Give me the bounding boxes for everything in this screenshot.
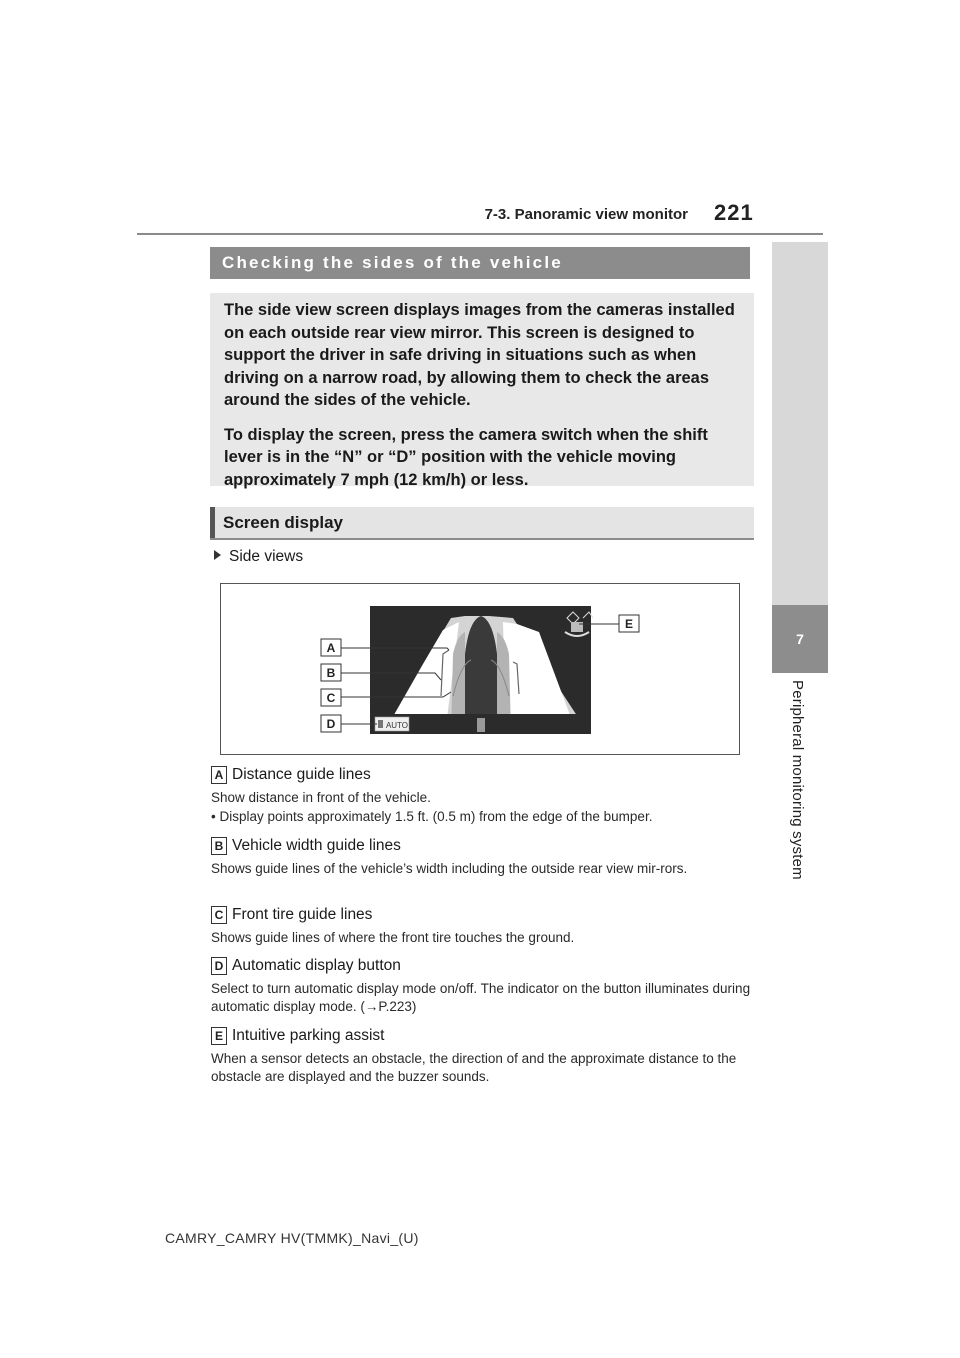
auto-button-label: AUTO	[385, 721, 409, 730]
side-view-illustration	[221, 584, 739, 754]
callout-d	[321, 715, 341, 732]
callout-a-label: A	[326, 641, 336, 655]
side-tab-background	[772, 242, 828, 605]
item-c-desc: Shows guide lines of where the front tire touches the ground.	[211, 930, 575, 945]
callout-e	[619, 615, 639, 632]
item-e-title: Intuitive parking assist	[232, 1027, 385, 1044]
callout-d-label: D	[326, 717, 336, 731]
chapter-number-tab: 7	[772, 605, 828, 673]
screen-display-figure	[220, 583, 740, 755]
subsection-accent	[210, 507, 215, 538]
item-c-badge: C	[211, 906, 227, 924]
callout-c-label: C	[326, 691, 336, 705]
item-a-badge: A	[211, 766, 227, 784]
document-footer: CAMRY_CAMRY HV(TMMK)_Navi_(U)	[165, 1230, 419, 1246]
intro-box	[210, 293, 754, 489]
item-d-title: Automatic display button	[232, 957, 401, 974]
callout-e-label: E	[624, 617, 634, 631]
item-d-desc: Select to turn automatic display mode on/off. The indicator on the button illuminates during automatic display mode. (→P.223)	[211, 981, 751, 1014]
section-title-bar	[210, 247, 750, 279]
camera-screen	[370, 606, 593, 734]
item-a-desc-1: Show distance in front of the vehicle.	[211, 790, 431, 805]
item-b-title: Vehicle width guide lines	[232, 837, 401, 854]
item-a-desc-2: • Display points approximately 1.5 ft. (0.5 m) from the edge of the bumper.	[211, 809, 653, 824]
item-b-badge: B	[211, 837, 227, 855]
subsection-title: Screen display	[223, 513, 344, 532]
item-e	[211, 1026, 756, 1086]
callout-b-label: B	[326, 666, 336, 680]
intro-paragraph-2: To display the screen, press the camera switch when the shift lever is in the “N” or “D” position with the vehicle moving approximately 7 mph (12 km/h) or less.	[224, 425, 708, 489]
section-title: Checking the sides of the vehicle	[222, 253, 563, 272]
callout-b	[321, 664, 341, 681]
item-d-badge: D	[211, 957, 227, 975]
chapter-title-vertical: Peripheral monitoring system	[789, 680, 806, 880]
header-rule	[137, 233, 823, 235]
running-header-section: 7-3. Panoramic view monitor	[484, 206, 688, 223]
item-c	[211, 905, 756, 947]
item-b-desc: Shows guide lines of the vehicle’s width including the outside rear view mir-rors.	[211, 861, 688, 876]
item-e-badge: E	[211, 1027, 227, 1045]
automatic-display-button[interactable]	[375, 717, 409, 731]
item-a	[211, 765, 756, 826]
callout-a	[321, 639, 341, 656]
bullet-text: Side views	[229, 548, 304, 565]
subsection-title-bar	[210, 507, 754, 540]
intro-paragraph-1: The side view screen displays images from the cameras installed on each outside rear view mirror. This screen is designed to support the driver in safe driving in situations such as when driving on a narrow road, by allowing them to check the areas around the sides of the vehicle.	[224, 301, 735, 409]
item-a-title: Distance guide lines	[232, 766, 371, 783]
item-b	[211, 836, 756, 878]
page-number: 221	[714, 200, 754, 225]
bullet-side-views	[214, 548, 303, 566]
triangle-bullet-icon	[214, 550, 221, 560]
item-c-title: Front tire guide lines	[232, 906, 373, 923]
item-d	[211, 956, 756, 1016]
item-e-desc: When a sensor detects an obstacle, the direction of and the approximate distance to the obstacle are displayed and the buzzer sounds.	[211, 1051, 737, 1084]
callout-c	[321, 689, 341, 706]
